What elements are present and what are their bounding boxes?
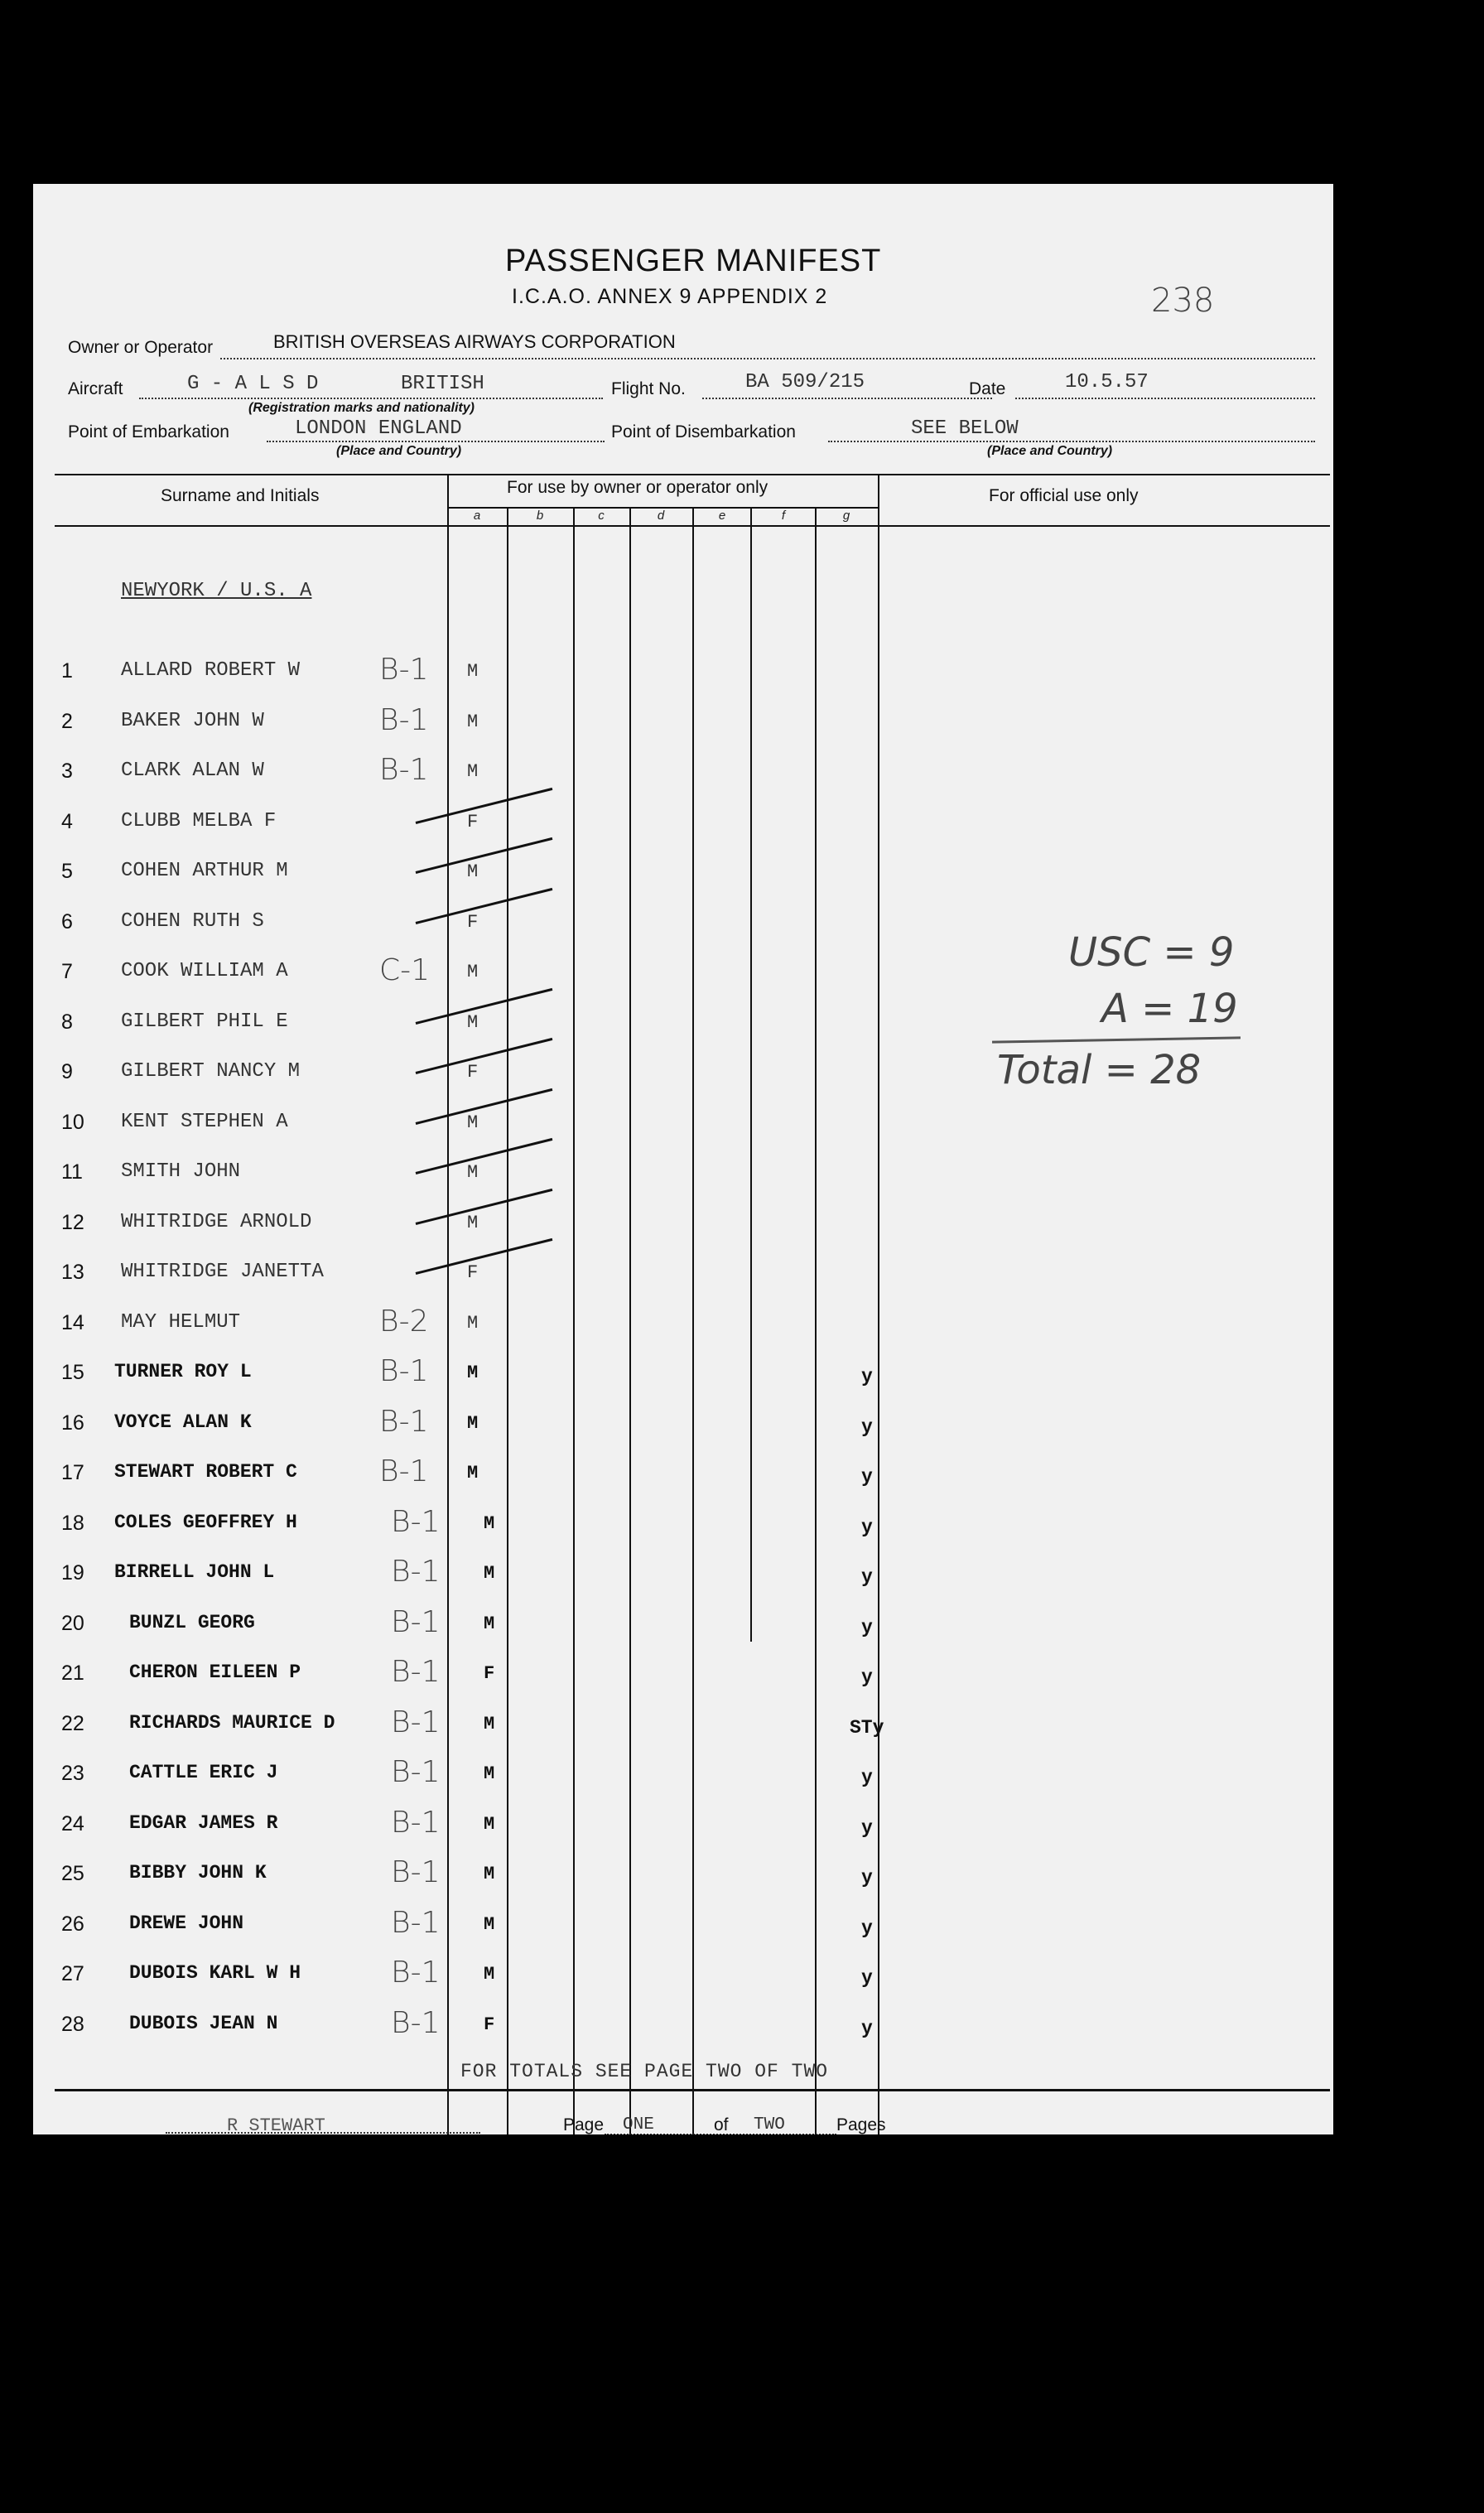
row-number: 10	[61, 1111, 84, 1134]
embark-dotted-line	[267, 441, 605, 442]
row-number: 4	[61, 810, 73, 833]
row-number: 6	[61, 910, 73, 933]
passenger-sex: M	[484, 1763, 495, 1784]
column-g-mark: y	[861, 1867, 873, 1888]
row-number: 3	[61, 760, 73, 783]
passenger-name: CLARK ALAN W	[121, 760, 264, 782]
passenger-name: BIBBY JOHN K	[129, 1862, 267, 1884]
passenger-name: BIRRELL JOHN L	[114, 1561, 275, 1583]
passenger-sex: M	[467, 1363, 479, 1383]
visa-code: B-1	[391, 1655, 441, 1689]
footer-of-label: of	[714, 2115, 729, 2134]
column-g-mark: y	[861, 1617, 873, 1638]
visa-code: C-1	[379, 953, 431, 987]
column-g-mark: y	[861, 1517, 873, 1538]
passenger-sex: M	[467, 962, 479, 982]
passenger-sex: M	[467, 1112, 479, 1133]
embark-value: LONDON ENGLAND	[295, 417, 462, 440]
column-g-mark: y	[861, 1817, 873, 1839]
passenger-sex: M	[467, 861, 479, 882]
visa-code: B-1	[391, 1505, 441, 1539]
embark-label: Point of Embarkation	[68, 422, 229, 441]
row-number: 7	[61, 960, 73, 983]
row-number: 21	[61, 1662, 84, 1685]
strike-through-mark	[416, 1138, 553, 1175]
visa-code: B-1	[391, 1956, 441, 1990]
row-number: 20	[61, 1612, 84, 1635]
col-divider-a	[507, 507, 508, 2134]
col-owner-header: For use by owner or operator only	[507, 478, 768, 497]
row-number: 2	[61, 710, 73, 733]
col-divider-b	[573, 507, 575, 2134]
passenger-name: DUBOIS KARL W H	[129, 1962, 301, 1984]
passenger-sex: M	[467, 1162, 479, 1183]
disembark-label: Point of Disembarkation	[611, 422, 796, 441]
subcol-g: g	[842, 509, 850, 523]
col-divider-e	[750, 507, 752, 1642]
row-number: 18	[61, 1512, 84, 1535]
flight-dotted-line	[702, 398, 992, 399]
column-g-mark: y	[861, 1967, 873, 1989]
passenger-name: COOK WILLIAM A	[121, 960, 288, 982]
passenger-sex: F	[484, 2014, 495, 2035]
column-g-mark: y	[861, 1466, 873, 1488]
passenger-sex: M	[484, 1914, 495, 1935]
visa-code: B-1	[379, 653, 429, 687]
passenger-name: GILBERT PHIL E	[121, 1011, 288, 1033]
row-number: 11	[61, 1160, 83, 1184]
row-number: 8	[61, 1011, 73, 1034]
aircraft-value: G - A L S D	[187, 373, 319, 395]
visa-code: B-1	[391, 2006, 441, 2040]
passenger-name: BUNZL GEORG	[129, 1612, 255, 1633]
passenger-name: COHEN ARTHUR M	[121, 860, 288, 882]
passenger-name: ALLARD ROBERT W	[121, 659, 301, 682]
col-name-header: Surname and Initials	[161, 486, 320, 505]
page-title: PASSENGER MANIFEST	[505, 244, 882, 278]
passenger-name: CHERON EILEEN P	[129, 1662, 301, 1683]
passenger-name: DUBOIS JEAN N	[129, 2013, 278, 2034]
flight-value: BA 509/215	[745, 371, 865, 393]
passenger-name: BAKER JOHN W	[121, 710, 264, 732]
passenger-name: CLUBB MELBA F	[121, 810, 277, 832]
row-number: 22	[61, 1712, 84, 1735]
subcol-a: a	[473, 509, 481, 523]
row-number: 24	[61, 1812, 84, 1835]
footer-sig-line	[166, 2132, 480, 2134]
passenger-name: VOYCE ALAN K	[114, 1411, 252, 1433]
row-number: 28	[61, 2013, 84, 2036]
row-number: 19	[61, 1561, 84, 1584]
visa-code: B-1	[391, 1705, 441, 1739]
column-g-mark: y	[861, 1416, 873, 1438]
passenger-sex: M	[467, 1413, 479, 1434]
passenger-sex: M	[484, 1964, 495, 1985]
passenger-sex: M	[467, 1012, 479, 1033]
visa-code: B-1	[391, 1755, 441, 1789]
passenger-sex: M	[467, 661, 479, 682]
row-number: 27	[61, 1962, 84, 1985]
passenger-name: DREWE JOHN	[129, 1912, 244, 1934]
passenger-name: CATTLE ERIC J	[129, 1762, 278, 1783]
col-divider-g	[878, 474, 879, 2134]
flight-label: Flight No.	[611, 379, 686, 398]
strike-through-mark	[416, 1038, 553, 1074]
passenger-name: WHITRIDGE ARNOLD	[121, 1211, 312, 1233]
strike-through-mark	[416, 988, 553, 1025]
row-number: 23	[61, 1762, 84, 1785]
passenger-name: TURNER ROY L	[114, 1361, 252, 1382]
owner-label: Owner or Operator	[68, 338, 214, 357]
disembark-note: (Place and Country)	[987, 444, 1113, 458]
manifest-page	[33, 184, 1333, 2134]
owner-value: BRITISH OVERSEAS AIRWAYS CORPORATION	[273, 331, 676, 352]
passenger-sex: F	[467, 912, 479, 933]
passenger-sex: M	[467, 1213, 479, 1233]
aircraft-label: Aircraft	[68, 379, 123, 398]
col-divider-c	[629, 507, 631, 2134]
visa-code: B-1	[391, 1555, 441, 1589]
footer-of-value: TWO	[754, 2115, 785, 2134]
passenger-name: KENT STEPHEN A	[121, 1111, 288, 1133]
passenger-name: GILBERT NANCY M	[121, 1060, 301, 1083]
date-dotted-line	[1015, 398, 1315, 399]
strike-through-mark	[416, 1238, 553, 1275]
col-divider-d	[692, 507, 694, 2134]
aircraft-dotted-line	[139, 398, 603, 399]
page-subtitle: I.C.A.O. ANNEX 9 APPENDIX 2	[512, 285, 828, 308]
row-number: 14	[61, 1311, 84, 1334]
passenger-sex: M	[484, 1513, 495, 1534]
subcol-f: f	[781, 509, 786, 523]
col-divider-name	[447, 474, 449, 2134]
disembark-dotted-line	[828, 441, 1315, 442]
visa-code: B-1	[379, 753, 429, 787]
passenger-sex: F	[467, 1062, 479, 1083]
official-note-rule	[992, 1036, 1241, 1043]
visa-code: B-1	[391, 1906, 441, 1940]
strike-through-mark	[416, 1088, 553, 1125]
subcol-e: e	[718, 509, 726, 523]
visa-code: B-1	[379, 1405, 429, 1439]
visa-code: B-1	[391, 1605, 441, 1639]
footer-page-value: ONE	[623, 2115, 654, 2134]
disembark-value: SEE BELOW	[911, 417, 1019, 440]
page-number: 238	[1151, 282, 1215, 320]
column-g-mark: y	[861, 2018, 873, 2039]
totals-note: FOR TOTALS SEE PAGE TWO OF TWO	[460, 2061, 829, 2082]
destination-heading: NEWYORK / U.S. A	[121, 580, 312, 602]
passenger-sex: M	[467, 711, 479, 732]
owner-dotted-line	[220, 358, 1315, 359]
passenger-sex: M	[484, 1814, 495, 1835]
table-top-rule	[55, 474, 1330, 475]
strike-through-mark	[416, 788, 553, 824]
column-g-mark: STy	[850, 1717, 884, 1739]
passenger-name: RICHARDS MAURICE D	[129, 1712, 335, 1734]
visa-code: B-1	[379, 1354, 429, 1388]
aircraft-nationality: BRITISH	[401, 373, 484, 395]
row-number: 1	[61, 659, 73, 683]
passenger-name: MAY HELMUT	[121, 1311, 241, 1334]
date-label: Date	[969, 379, 1006, 398]
footer-signature: R STEWART	[227, 2115, 325, 2134]
passenger-sex: M	[484, 1714, 495, 1734]
subcol-c: c	[598, 509, 605, 523]
passenger-sex: M	[467, 761, 479, 782]
subcol-d: d	[657, 509, 665, 523]
row-number: 16	[61, 1411, 84, 1435]
footer-pages-label: Pages	[836, 2115, 886, 2134]
row-number: 26	[61, 1912, 84, 1936]
column-g-mark: y	[861, 1366, 873, 1387]
aircraft-note: (Registration marks and nationality)	[248, 401, 475, 415]
row-number: 9	[61, 1060, 73, 1083]
passenger-name: COLES GEOFFREY H	[114, 1512, 297, 1533]
date-value: 10.5.57	[1065, 371, 1149, 393]
official-note-total: Total = 28	[997, 1047, 1202, 1093]
visa-code: B-1	[379, 1454, 429, 1488]
passenger-sex: M	[467, 1313, 479, 1334]
strike-through-mark	[416, 837, 553, 874]
row-number: 5	[61, 860, 73, 883]
column-g-mark: y	[861, 1767, 873, 1788]
visa-code: B-1	[391, 1806, 441, 1840]
row-number: 13	[61, 1261, 84, 1284]
column-g-mark: y	[861, 1666, 873, 1688]
footer-page-label: Page	[563, 2115, 605, 2134]
passenger-sex: M	[484, 1563, 495, 1584]
col-official-header: For official use only	[989, 486, 1139, 505]
passenger-sex: M	[467, 1463, 479, 1483]
row-number: 17	[61, 1461, 84, 1484]
passenger-sex: F	[467, 812, 479, 832]
embark-note: (Place and Country)	[336, 444, 462, 458]
col-divider-f	[815, 507, 817, 2134]
passenger-name: STEWART ROBERT C	[114, 1461, 297, 1483]
passenger-name: WHITRIDGE JANETTA	[121, 1261, 324, 1283]
table-bottom-rule	[55, 2089, 1330, 2091]
official-note-usc: USC = 9	[1068, 929, 1235, 976]
visa-code: B-1	[379, 703, 429, 737]
passenger-name: SMITH JOHN	[121, 1160, 241, 1183]
passenger-sex: M	[484, 1613, 495, 1634]
column-g-mark: y	[861, 1566, 873, 1588]
visa-code: B-2	[379, 1305, 429, 1338]
passenger-sex: F	[484, 1663, 495, 1684]
strike-through-mark	[416, 888, 553, 924]
subcol-b: b	[536, 509, 544, 523]
passenger-sex: M	[484, 1864, 495, 1884]
row-number: 15	[61, 1361, 84, 1384]
passenger-name: EDGAR JAMES R	[129, 1812, 278, 1834]
column-g-mark: y	[861, 1917, 873, 1939]
row-number: 12	[61, 1211, 84, 1234]
official-note-a: A = 19	[1101, 986, 1238, 1032]
row-number: 25	[61, 1862, 84, 1885]
strike-through-mark	[416, 1189, 553, 1225]
passenger-sex: F	[467, 1262, 479, 1283]
visa-code: B-1	[391, 1855, 441, 1889]
passenger-name: COHEN RUTH S	[121, 910, 264, 933]
